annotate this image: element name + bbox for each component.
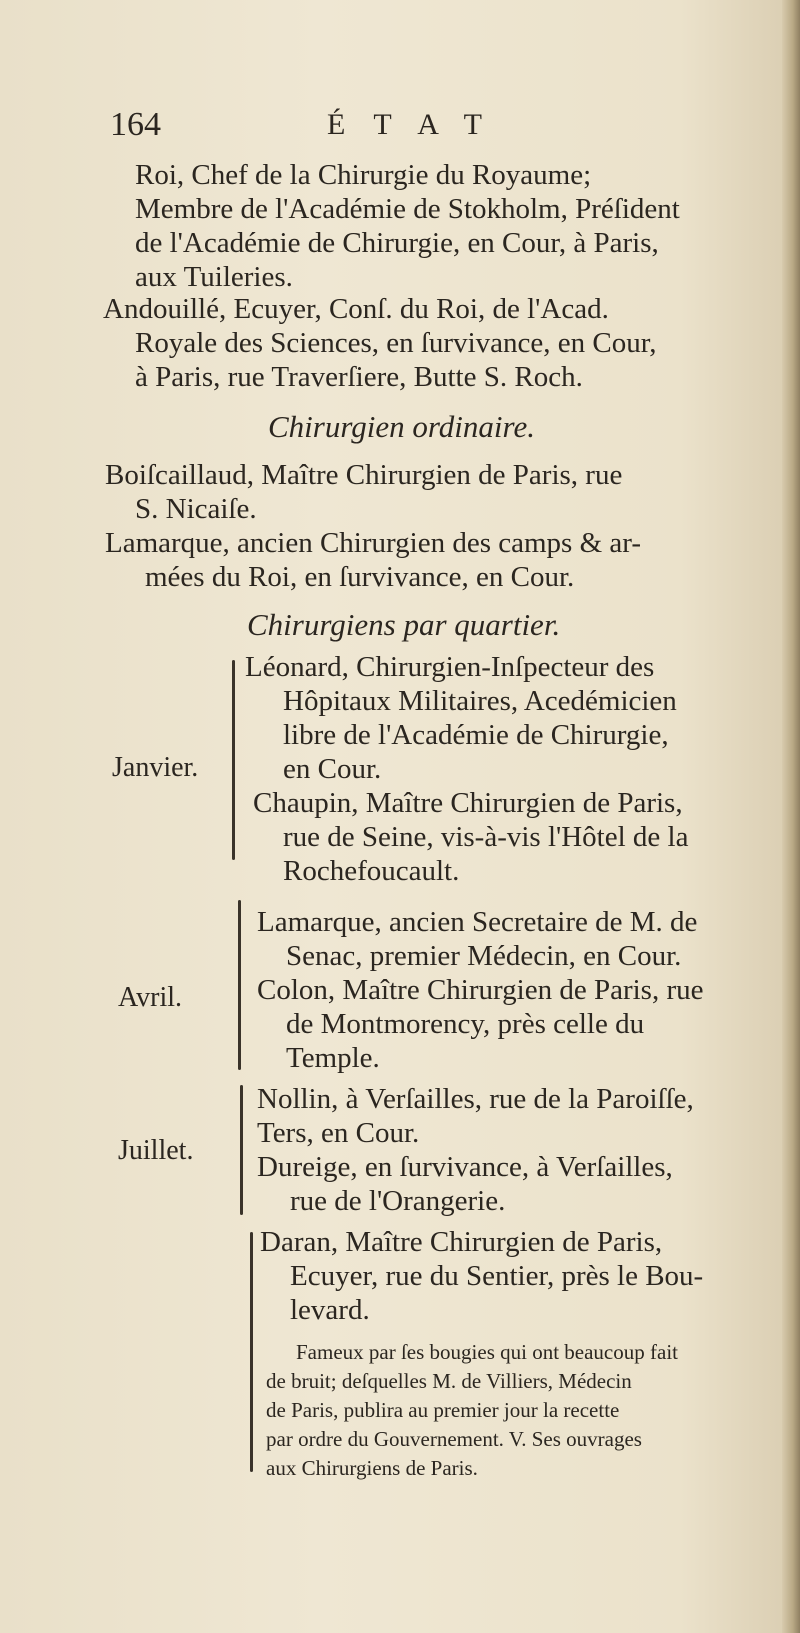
note-line: par ordre du Gouvernement. V. Ses ouvrages [266, 1427, 642, 1451]
entry-colon: Colon, Maître Chirurgien de Paris, rue [257, 974, 704, 1006]
entry-lamarque: Lamarque, ancien Chirurgien des camps & ar- [105, 527, 641, 559]
entry-boiscaillaud: Boiſcaillaud, Maître Chirurgien de Paris, rue [105, 459, 623, 491]
text-line: Roi, Chef de la Chirurgie du Royaume; [135, 159, 592, 191]
page-number: 164 [110, 106, 161, 143]
text-line: Membre de l'Académie de Stokholm, Préſident [135, 193, 680, 225]
quarter-label-janvier: Janvier. [112, 752, 199, 783]
entry-chaupin: Chaupin, Maître Chirurgien de Paris, [253, 787, 683, 819]
text-line: Rochefoucault. [283, 855, 460, 887]
entry-daran: Daran, Maître Chirurgien de Paris, [260, 1226, 663, 1258]
brace-octobre [250, 1232, 253, 1472]
text-line: mées du Roi, en ſurvivance, en Cour. [145, 561, 575, 593]
entry-andouille: Andouillé, Ecuyer, Conſ. du Roi, de l'Acad. [103, 293, 609, 325]
text-line: Ecuyer, rue du Sentier, près le Bou- [290, 1260, 704, 1292]
quarter-label-juillet: Juillet. [118, 1135, 194, 1166]
running-title: ÉTAT [327, 108, 510, 141]
brace-juillet [240, 1085, 243, 1215]
section-heading-ordinaire: Chirurgien ordinaire. [268, 409, 535, 444]
quarter-label-avril: Avril. [118, 982, 183, 1013]
text-line: rue de Seine, vis-à-vis l'Hôtel de la [283, 821, 689, 853]
text-line: aux Tuileries. [135, 261, 293, 293]
note-line: Fameux par ſes bougies qui ont beaucoup fait [296, 1340, 678, 1364]
note-line: aux Chirurgiens de Paris. [266, 1456, 478, 1480]
entry-lamarque-secretaire: Lamarque, ancien Secretaire de M. de [257, 906, 698, 938]
entry-dureige: Dureige, en ſurvivance, à Verſailles, [257, 1151, 673, 1183]
text-line: rue de l'Orangerie. [290, 1185, 506, 1217]
entry-leonard: Léonard, Chirurgien-Inſpecteur des [245, 651, 655, 683]
text-line: Hôpitaux Militaires, Acedémicien [283, 685, 677, 717]
text-line: levard. [290, 1294, 370, 1326]
section-heading-quartier: Chirurgiens par quartier. [247, 607, 561, 642]
note-line: de Paris, publira au premier jour la recette [266, 1398, 620, 1422]
page-edge [782, 0, 800, 1633]
entry-nollin: Nollin, à Verſailles, rue de la Paroiſſe, [257, 1083, 694, 1115]
text-line: à Paris, rue Traverſiere, Butte S. Roch. [135, 361, 583, 393]
note-line: de bruit; deſquelles M. de Villiers, Médecin [266, 1369, 632, 1393]
brace-janvier [232, 660, 235, 860]
text-line: Senac, premier Médecin, en Cour. [286, 940, 682, 972]
text-line: S. Nicaiſe. [135, 493, 257, 525]
text-line: de Montmorency, près celle du [286, 1008, 645, 1040]
text-line: de l'Académie de Chirurgie, en Cour, à Paris, [135, 227, 659, 259]
text-line: Temple. [286, 1042, 380, 1074]
entry-ters: Ters, en Cour. [257, 1117, 420, 1149]
text-line: Royale des Sciences, en ſurvivance, en Cour, [135, 327, 657, 359]
text-line: en Cour. [283, 753, 382, 785]
text-line: libre de l'Académie de Chirurgie, [283, 719, 669, 751]
brace-avril [238, 900, 241, 1070]
